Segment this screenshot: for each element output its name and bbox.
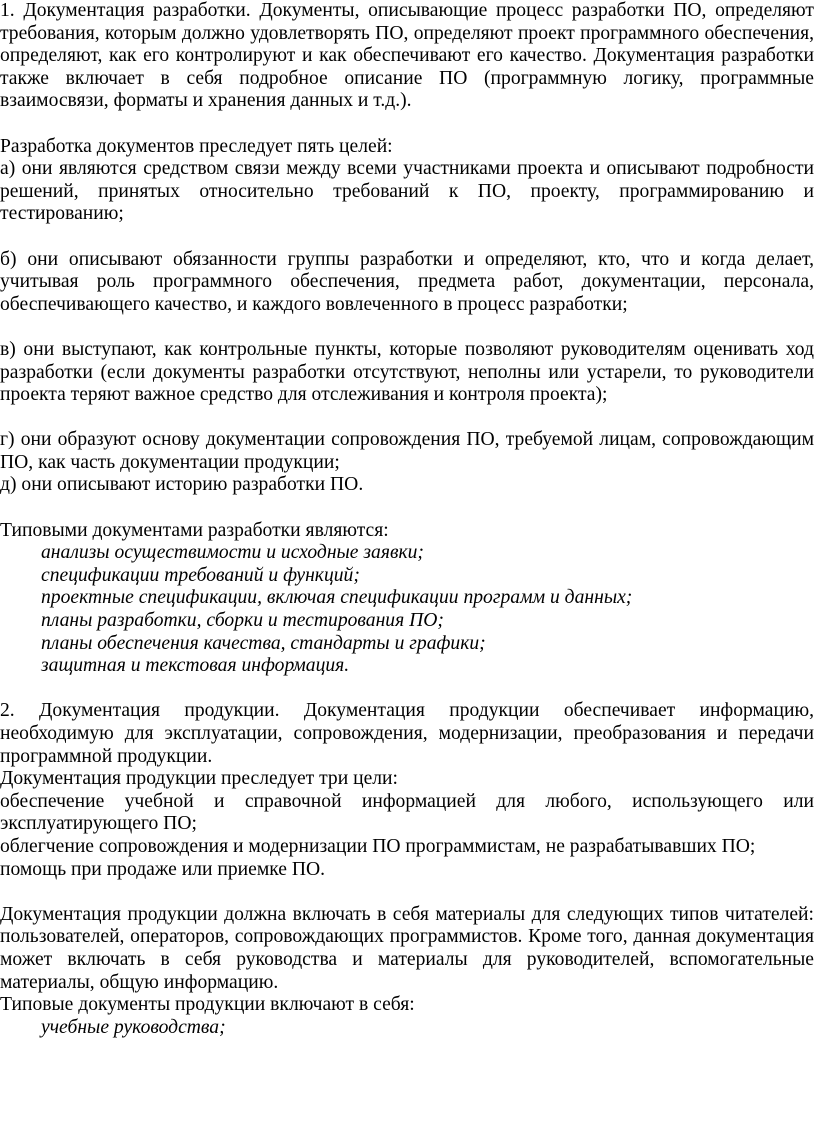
section2-readers: Документация продукции должна включать в себя материалы для следующих типов читателей: пользователей, операторов, сопровождающих программистов. Кроме того, данная документация может включать в себя руководства и материалы для руководителей, вспомогательные материалы, общую информацию. bbox=[0, 903, 814, 993]
list-item: учебные руководства; bbox=[41, 1016, 226, 1038]
section1-goal-c: в) они выступают, как контрольные пункты, которые позволяют руководителям оценивать ход разработки (если документы разработки отсутствуют, неполны или устарели, то руководители проекта теряют важное средство для отслеживания и контроля проекта); bbox=[0, 338, 814, 406]
list-item: защитная и текстовая информация. bbox=[41, 655, 350, 677]
section1-goal-e: д) они описывают историю разработки ПО. bbox=[0, 474, 364, 496]
section1-goal-d: г) они образуют основу документации сопровождения ПО, требуемой лицам, сопровождающим ПО, как часть документации продукции; bbox=[0, 429, 814, 473]
spacer bbox=[0, 497, 814, 520]
section1-intro: 1. Документация разработки. Документы, описывающие процесс разработки ПО, определяют требования, которым должно удовлетворять ПО, определяют проект программного обеспечения, определяют, как его контролируют и как обеспечивают его качество. Документация разработки также включает в себя подробное описание ПО (программную логику, программные взаимосвязи, форматы и хранения данных и т.д.). bbox=[0, 0, 814, 112]
section2-goal-3: помощь при продаже или приемке ПО. bbox=[0, 858, 326, 880]
list-item: планы разработки, сборки и тестирования ПО; bbox=[41, 610, 444, 632]
spacer bbox=[0, 678, 814, 701]
list-item: планы обеспечения качества, стандарты и графики; bbox=[41, 632, 486, 654]
section1-goals-heading: Разработка документов преследует пять целей: bbox=[0, 135, 393, 157]
list-item: проектные спецификации, включая спецификации программ и данных; bbox=[41, 587, 633, 609]
section1-goal-b: б) они описывают обязанности группы разработки и определяют, кто, что и когда делает, учитывая роль программного обеспечения, предмета работ, документации, персонала, обеспечивающего качество, и каждого вовлеченного в процесс разработки; bbox=[0, 248, 814, 315]
section2-typical-heading: Типовые документы продукции включают в себя: bbox=[0, 994, 415, 1016]
section1-goal-a: а) они являются средством связи между всеми участниками проекта и описывают подробности решений, принятых относительно требований к ПО, проекту, программированию и тестированию; bbox=[0, 158, 814, 225]
list-item: спецификации требований и функций; bbox=[41, 564, 360, 586]
spacer bbox=[0, 407, 814, 430]
section2-intro: 2. Документация продукции. Документация продукции обеспечивает информацию, необходимую для эксплуатации, сопровождения, модернизации, преобразования и передачи программной продукции. bbox=[0, 700, 814, 767]
section2-goal-2: облегчение сопровождения и модернизации ПО программистам, не разрабатывавших ПО; bbox=[0, 835, 756, 857]
section2-goals-heading: Документация продукции преследует три цели: bbox=[0, 768, 398, 790]
section2-typical-list bbox=[0, 1017, 814, 1040]
list-item: анализы осуществимости и исходные заявки; bbox=[41, 542, 424, 564]
section1-typical-heading: Типовыми документами разработки являются: bbox=[0, 519, 389, 541]
section2-goal-1: обеспечение учебной и справочной информацией для любого, использующего или эксплуатирующего ПО; bbox=[0, 790, 814, 835]
spacer bbox=[0, 316, 814, 339]
section1-typical-list bbox=[0, 542, 814, 678]
spacer bbox=[0, 881, 814, 904]
spacer bbox=[0, 226, 814, 249]
spacer bbox=[0, 113, 814, 136]
